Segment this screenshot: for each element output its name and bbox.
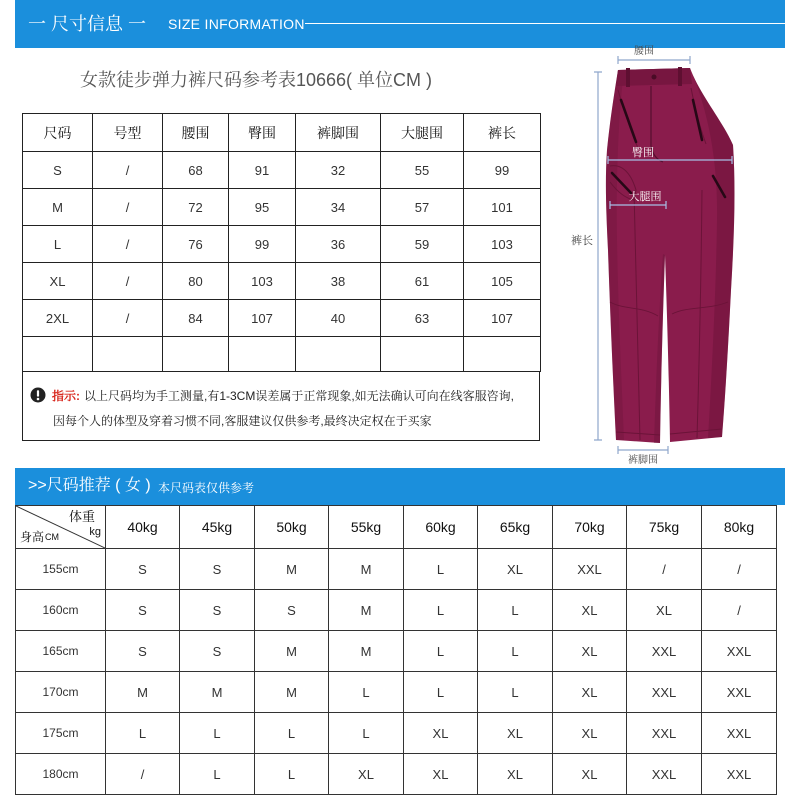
size-chart-value-cell: 68 — [163, 152, 229, 189]
corner-height-unit: CM — [45, 532, 59, 542]
size-chart-value-cell: 91 — [229, 152, 296, 189]
size-recommend-header-bar — [15, 468, 785, 505]
size-chart-size-cell: L — [23, 226, 93, 263]
recommended-size-cell: XL — [553, 754, 627, 795]
recommended-size-cell: L — [404, 549, 478, 590]
recommended-size-cell: S — [255, 590, 329, 631]
weight-header-cell: 70kg — [553, 506, 627, 549]
size-recommend-body — [16, 549, 777, 795]
size-chart-value-cell: 76 — [163, 226, 229, 263]
size-chart-size-cell: S — [23, 152, 93, 189]
recommended-size-cell: XL — [627, 590, 702, 631]
recommended-size-cell: S — [180, 549, 255, 590]
size-chart-value-cell: 99 — [229, 226, 296, 263]
recommended-size-cell: S — [106, 590, 180, 631]
size-chart-value-cell: 59 — [381, 226, 464, 263]
size-chart-value-cell: / — [93, 300, 163, 337]
recommended-size-cell: / — [702, 590, 777, 631]
recommended-size-cell: / — [106, 754, 180, 795]
note-label: 指示: — [52, 388, 80, 403]
size-chart-value-cell: / — [93, 226, 163, 263]
height-label-cell: 180cm — [16, 754, 106, 795]
size-chart-title: 女款徒步弹力裤尺码参考表10666( 单位CM ) — [80, 70, 433, 90]
length-measure-line — [594, 72, 602, 440]
size-chart-value-cell: 34 — [296, 189, 381, 226]
recommended-size-cell: S — [106, 631, 180, 672]
recommended-size-cell: L — [478, 590, 553, 631]
recommended-size-cell: L — [255, 713, 329, 754]
size-chart-empty-cell — [296, 337, 381, 372]
size-chart-head — [23, 114, 541, 152]
recommended-size-cell: L — [478, 672, 553, 713]
note-text-line2: 因每个人的体型及穿着习惯不同,客服建议仅供参考,最终决定权在于买家 — [53, 414, 432, 428]
size-chart-value-cell: 107 — [464, 300, 541, 337]
recommend-row — [16, 549, 777, 590]
recommended-size-cell: L — [106, 713, 180, 754]
recommend-row — [16, 590, 777, 631]
recommended-size-cell: M — [255, 549, 329, 590]
weight-header-cell: 65kg — [478, 506, 553, 549]
header-divider-line — [305, 23, 785, 24]
corner-weight-label: 体重 — [68, 509, 95, 524]
recommended-size-cell: M — [106, 672, 180, 713]
belt-loop — [678, 67, 682, 86]
size-chart-header-row — [23, 114, 541, 152]
recommended-size-cell: M — [329, 631, 404, 672]
recommended-size-cell: XXL — [702, 754, 777, 795]
recommended-size-cell: M — [180, 672, 255, 713]
weight-header-cell: 40kg — [106, 506, 180, 549]
recommended-size-cell: XL — [553, 672, 627, 713]
recommended-size-cell: / — [702, 549, 777, 590]
height-weight-corner-cell — [16, 506, 106, 549]
recommended-size-cell: XXL — [702, 713, 777, 754]
hip-label: 臀围 — [632, 146, 654, 159]
size-info-title-en: SIZE INFORMATION — [168, 16, 305, 32]
size-chart-value-cell: 32 — [296, 152, 381, 189]
size-chart-value-cell: 63 — [381, 300, 464, 337]
recommended-size-cell: S — [106, 549, 180, 590]
size-chart-size-cell: 2XL — [23, 300, 93, 337]
size-chart-value-cell: 57 — [381, 189, 464, 226]
size-chart-value-cell: 40 — [296, 300, 381, 337]
size-chart-header-cell: 大腿围 — [381, 114, 464, 152]
size-chart-value-cell: 84 — [163, 300, 229, 337]
size-chart-value-cell: 103 — [229, 263, 296, 300]
size-chart-value-cell: 55 — [381, 152, 464, 189]
size-chart-row — [23, 300, 541, 337]
size-recommend-header-row — [16, 506, 777, 549]
size-chart-value-cell: / — [93, 152, 163, 189]
size-chart-header-cell: 号型 — [93, 114, 163, 152]
weight-header-cell: 60kg — [404, 506, 478, 549]
size-recommend-subtitle: 本尺码表仅供参考 — [158, 481, 255, 495]
waist-measure-line — [618, 56, 690, 64]
recommended-size-cell: L — [329, 713, 404, 754]
recommended-size-cell: XL — [404, 754, 478, 795]
size-chart-empty-cell — [93, 337, 163, 372]
hem-measure-line — [618, 446, 668, 454]
size-chart-empty-cell — [464, 337, 541, 372]
size-recommend-table — [15, 505, 777, 795]
recommended-size-cell: L — [478, 631, 553, 672]
recommended-size-cell: XL — [553, 631, 627, 672]
recommended-size-cell: L — [180, 713, 255, 754]
size-chart-header-cell: 腰围 — [163, 114, 229, 152]
size-chart-header-cell: 裤脚围 — [296, 114, 381, 152]
recommended-size-cell: L — [404, 590, 478, 631]
size-chart-value-cell: 95 — [229, 189, 296, 226]
length-label: 裤长 — [571, 234, 593, 247]
height-label-cell: 170cm — [16, 672, 106, 713]
size-chart-value-cell: 36 — [296, 226, 381, 263]
weight-header-cell: 45kg — [180, 506, 255, 549]
recommended-size-cell: XL — [478, 754, 553, 795]
recommended-size-cell: XL — [553, 590, 627, 631]
recommended-size-cell: M — [255, 672, 329, 713]
size-chart-size-cell: XL — [23, 263, 93, 300]
recommended-size-cell: XXL — [702, 672, 777, 713]
size-recommend-title: >>尺码推荐 ( 女 ) — [28, 477, 151, 494]
recommended-size-cell: L — [404, 672, 478, 713]
pants-measurement-diagram — [550, 40, 790, 468]
exclamation-circle-icon — [30, 387, 46, 403]
size-chart-value-cell: 101 — [464, 189, 541, 226]
recommend-row — [16, 631, 777, 672]
height-label-cell: 155cm — [16, 549, 106, 590]
size-chart-value-cell: 61 — [381, 263, 464, 300]
size-chart-value-cell: 105 — [464, 263, 541, 300]
size-chart-empty-cell — [229, 337, 296, 372]
weight-header-cell: 80kg — [702, 506, 777, 549]
size-note-box — [22, 371, 540, 441]
height-label-cell: 160cm — [16, 590, 106, 631]
recommended-size-cell: XL — [478, 713, 553, 754]
size-chart-empty-cell — [163, 337, 229, 372]
size-recommend-head — [16, 506, 777, 549]
size-chart-header-cell: 尺码 — [23, 114, 93, 152]
size-chart-value-cell: / — [93, 263, 163, 300]
size-chart-value-cell: / — [93, 189, 163, 226]
weight-header-cell: 55kg — [329, 506, 404, 549]
recommend-row — [16, 672, 777, 713]
size-chart-table — [22, 113, 541, 372]
recommended-size-cell: XL — [553, 713, 627, 754]
recommended-size-cell: M — [255, 631, 329, 672]
note-line-1 — [30, 386, 514, 404]
corner-height-label: 身高 — [20, 530, 45, 544]
recommended-size-cell: S — [180, 631, 255, 672]
recommended-size-cell: L — [255, 754, 329, 795]
size-info-title-cn: 一 尺寸信息 一 — [28, 14, 147, 34]
size-chart-header-cell: 裤长 — [464, 114, 541, 152]
weight-header-cell: 75kg — [627, 506, 702, 549]
size-chart-row — [23, 189, 541, 226]
size-chart-size-cell: M — [23, 189, 93, 226]
recommended-size-cell: XXL — [627, 754, 702, 795]
belt-loop — [626, 68, 630, 87]
size-chart-row — [23, 263, 541, 300]
recommended-size-cell: XXL — [553, 549, 627, 590]
recommended-size-cell: XXL — [702, 631, 777, 672]
hem-label: 裤脚围 — [628, 455, 658, 466]
recommend-row — [16, 754, 777, 795]
waist-label: 腰围 — [634, 46, 654, 57]
recommended-size-cell: XXL — [627, 713, 702, 754]
size-chart-empty-cell — [23, 337, 93, 372]
size-chart-header-cell: 臀围 — [229, 114, 296, 152]
size-chart-value-cell: 103 — [464, 226, 541, 263]
thigh-label: 大腿围 — [628, 190, 662, 203]
height-label-cell: 175cm — [16, 713, 106, 754]
recommended-size-cell: / — [627, 549, 702, 590]
recommended-size-cell: L — [329, 672, 404, 713]
note-text-line1: 以上尺码均为手工测量,有1-3CM误差属于正常现象,如无法确认可向在线客服咨询, — [84, 388, 515, 403]
size-chart-empty-row — [23, 337, 541, 372]
size-chart-value-cell: 38 — [296, 263, 381, 300]
size-chart-row — [23, 152, 541, 189]
recommended-size-cell: XXL — [627, 631, 702, 672]
size-chart-value-cell: 99 — [464, 152, 541, 189]
recommended-size-cell: L — [404, 631, 478, 672]
size-chart-value-cell: 107 — [229, 300, 296, 337]
size-chart-value-cell: 72 — [163, 189, 229, 226]
size-chart-value-cell: 80 — [163, 263, 229, 300]
weight-header-cell: 50kg — [255, 506, 329, 549]
recommended-size-cell: M — [329, 549, 404, 590]
recommended-size-cell: XL — [329, 754, 404, 795]
recommend-row — [16, 713, 777, 754]
recommended-size-cell: XL — [404, 713, 478, 754]
size-chart-body — [23, 152, 541, 372]
recommended-size-cell: M — [329, 590, 404, 631]
size-chart-empty-cell — [381, 337, 464, 372]
corner-weight-unit: kg — [89, 526, 101, 538]
height-label-cell: 165cm — [16, 631, 106, 672]
recommended-size-cell: S — [180, 590, 255, 631]
size-chart-row — [23, 226, 541, 263]
waist-button — [652, 75, 657, 80]
recommended-size-cell: L — [180, 754, 255, 795]
recommended-size-cell: XXL — [627, 672, 702, 713]
recommended-size-cell: XL — [478, 549, 553, 590]
pants-image — [606, 67, 735, 443]
